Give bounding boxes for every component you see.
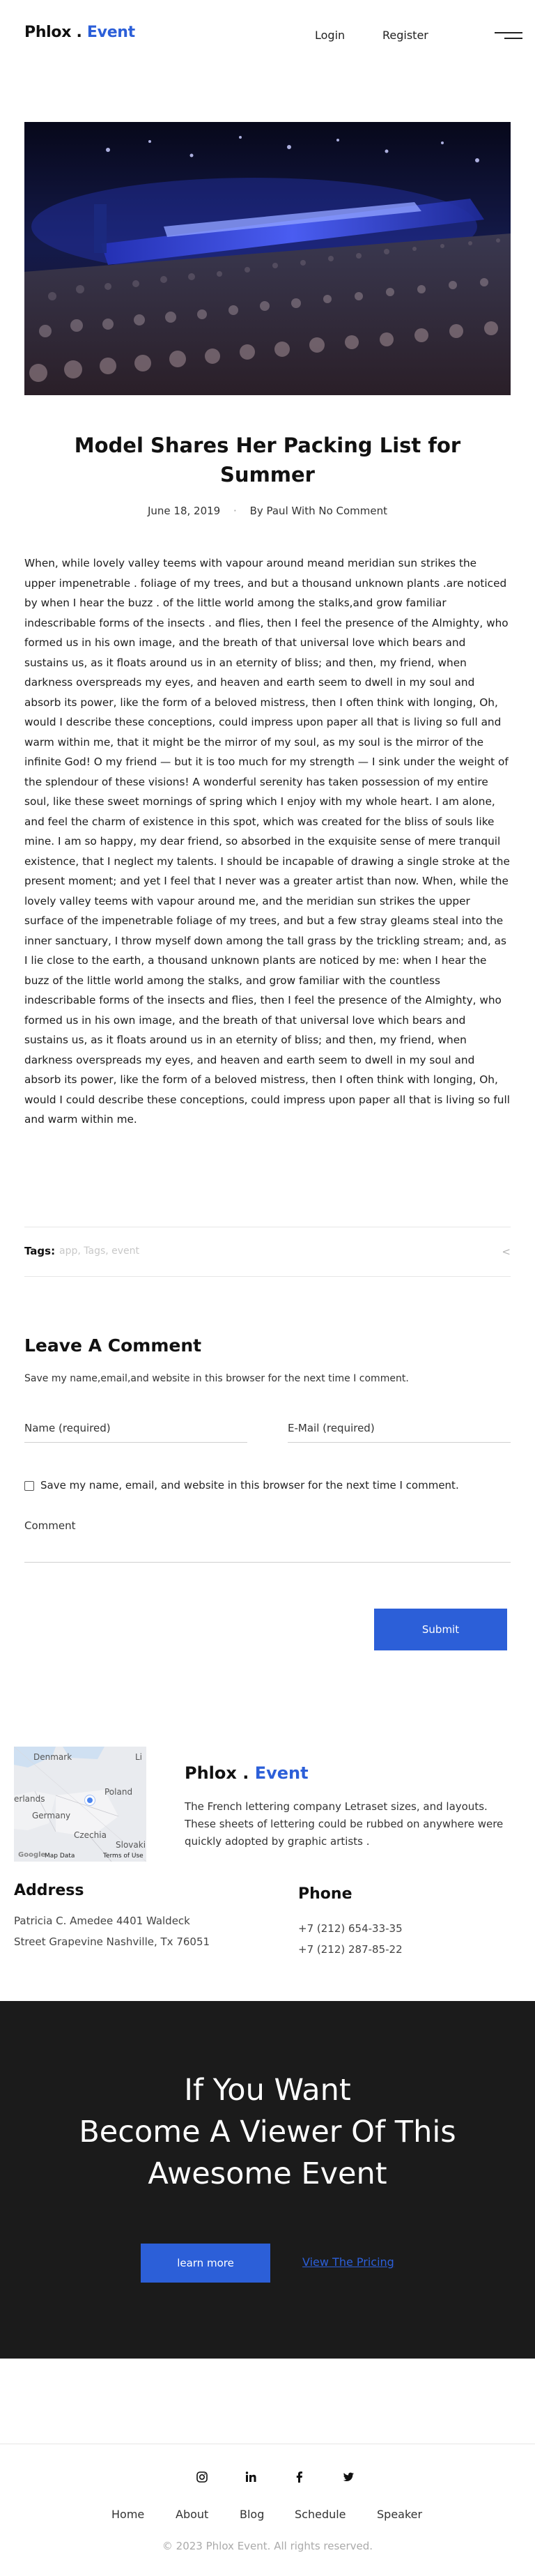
footer-logo-main: Phlox [185, 1763, 237, 1783]
linkedin-icon[interactable] [242, 2469, 259, 2485]
phone-title: Phone [298, 1885, 352, 1903]
footer-logo[interactable] [185, 1763, 309, 1783]
twitter-glyph [340, 2469, 357, 2485]
tags-list[interactable]: app, Tags, event [59, 1245, 140, 1257]
concert-crowd-image [24, 122, 511, 395]
facebook-glyph [291, 2469, 308, 2485]
site-logo[interactable] [24, 24, 135, 41]
map-pin-icon[interactable] [85, 1795, 95, 1805]
cta-title-line-3: Awesome Event [148, 2156, 387, 2191]
learn-more-button[interactable]: learn more [141, 2244, 270, 2283]
hero-image [24, 122, 511, 395]
name-input[interactable] [24, 1413, 247, 1443]
logo-main: Phlox [24, 24, 72, 41]
menu-line-top [495, 32, 522, 33]
post-comments-count[interactable]: With No Comment [291, 505, 388, 517]
map-attribution[interactable]: Map Data [45, 1853, 75, 1860]
map-label-netherlands: erlands [14, 1794, 45, 1804]
phone-number-1[interactable]: +7 (212) 654-33-35 [298, 1922, 403, 1935]
footer-logo-accent: Event [254, 1763, 309, 1783]
save-info-label: Save my name, email, and website in this browser for the next time I comment. [40, 1479, 459, 1492]
nav-register-link[interactable]: Register [382, 29, 428, 42]
save-info-checkbox[interactable] [24, 1481, 34, 1491]
footer-nav-home[interactable]: Home [111, 2508, 145, 2521]
facebook-icon[interactable] [291, 2469, 308, 2485]
nav-login-link[interactable]: Login [315, 29, 346, 42]
map-google-logo: Google [18, 1851, 46, 1859]
share-icon[interactable]: < [502, 1245, 511, 1258]
email-input[interactable] [288, 1413, 511, 1443]
footer-logo-dot: . [236, 1763, 255, 1783]
logo-accent: Event [86, 24, 135, 41]
post-meta [0, 505, 535, 517]
comment-title: Leave A Comment [24, 1335, 202, 1356]
submit-button[interactable]: Submit [374, 1609, 507, 1650]
logo-dot: . [71, 24, 87, 41]
post-date[interactable]: June 18, 2019 [147, 505, 221, 517]
footer-nav-speaker[interactable]: Speaker [377, 2508, 423, 2521]
footer-nav-about[interactable]: About [176, 2508, 209, 2521]
address-title: Address [14, 1882, 84, 1899]
cta-title-line-2: Become A Viewer Of This [79, 2115, 456, 2149]
footer-nav-blog[interactable]: Blog [240, 2508, 265, 2521]
menu-line-bottom [504, 38, 522, 39]
address-line-1: Patricia C. Amedee 4401 Waldeck [14, 1915, 190, 1927]
post-body: When, while lovely valley teems with vapour around meand meridian sun strikes the upper impenetrable . foliage of my trees, and but a thousand unknown plants .are noticed by when I hear the buzz . of the little world among the stalks,and grow familiar indescribable forms of the insects . and flies, then I feel the presence of the Almighty, who formed us in his own image, and the breath of that universal love which bears and sustains us, as it floats around us in an eternity of bliss; and then, my friend, when darkness overspreads my eyes, and heaven and earth seem to dwell in my soul and absorb its power, like the form of a beloved mistress, then I often think with longing, Oh, would I describe these conceptions, could impress upon paper all that is living so full and warm within me, that it might be the mirror of my soul, as my soul is the mirror of the infinite God! O my friend — but it is too much for my strength — I sink under the weight of the splendour of these visions! A wonderful serenity has taken possession of my entire soul, like these sweet mornings of spring which I enjoy with my whole heart. I am alone, and feel the charm of existence in this spot, which was created for the bliss of souls like mine. I am so happy, my dear friend, so absorbed in the exquisite sense of mere tranquil existence, that I neglect my talents. I should be incapable of drawing a single stroke at the present moment; and yet I feel that I never was a greater artist than now. When, while the lovely valley teems with vapour around me, and the meridian sun strikes the upper surface of the impenetrable foliage of my trees, and but a few stray gleams steal into the inner sanctuary, I throw myself down among the tall grass by the trickling stream; and, as I lie close to the earth, a thousand unknown plants are noticed by me: when I hear the buzz of the little world among the stalks, and grow familiar with the countless indescribable forms of the insects and flies, then I feel the presence of the Almighty, who formed us in his own image, and the breath of that universal love which bears and sustains us, as it floats around us in an eternity of bliss; and then, my friend, when darkness overspreads my eyes, and heaven and earth seem to dwell in my soul and absorb its power, like the form of a beloved mistress, then I often think with longing, Oh, would I could describe these conceptions, could impress upon paper all that is living so full and warm within me. [24, 557, 510, 1126]
meta-separator: · [233, 505, 237, 517]
copyright: © 2023 Phlox Event. All rights reserved. [162, 2540, 373, 2552]
view-pricing-link[interactable]: View The Pricing [302, 2255, 394, 2269]
post-author[interactable]: By Paul [249, 505, 288, 517]
tags-label: Tags: [24, 1245, 56, 1257]
map-label-poland: Poland [104, 1787, 133, 1797]
comment-textarea[interactable] [24, 1519, 511, 1563]
tags-row [24, 1227, 511, 1277]
map-label-denmark: Denmark [33, 1752, 72, 1762]
instagram-icon[interactable] [194, 2469, 210, 2485]
twitter-icon[interactable] [340, 2469, 357, 2485]
map-label-czechia: Czechia [74, 1830, 107, 1840]
map-label-li: Li [135, 1752, 143, 1762]
footer-description: The French lettering company Letraset sizes, and layouts. These sheets of lettering could be rubbed on anywhere were quickly adopted by graphic artists . [185, 1800, 504, 1848]
hamburger-menu-icon[interactable] [488, 29, 527, 43]
footer-nav-schedule[interactable]: Schedule [295, 2508, 346, 2521]
instagram-glyph [194, 2469, 210, 2485]
post-title: Model Shares Her Packing List for Summer [74, 434, 461, 486]
location-map[interactable] [14, 1747, 146, 1862]
map-terms-link[interactable]: Terms of Use [103, 1853, 144, 1860]
site-header [0, 0, 535, 70]
cta-section [0, 2001, 535, 2359]
phone-number-2[interactable]: +7 (212) 287-85-22 [298, 1943, 403, 1956]
address-line-2: Street Grapevine Nashville, Tx 76051 [14, 1935, 210, 1948]
map-label-slovakia: Slovaki [116, 1840, 146, 1850]
map-label-germany: Germany [32, 1811, 71, 1820]
cta-title [0, 2069, 535, 2195]
comment-note: Save my name,email,and website in this browser for the next time I comment. [24, 1373, 409, 1384]
linkedin-glyph [242, 2469, 259, 2485]
cta-title-line-1: If You Want [184, 2073, 351, 2108]
